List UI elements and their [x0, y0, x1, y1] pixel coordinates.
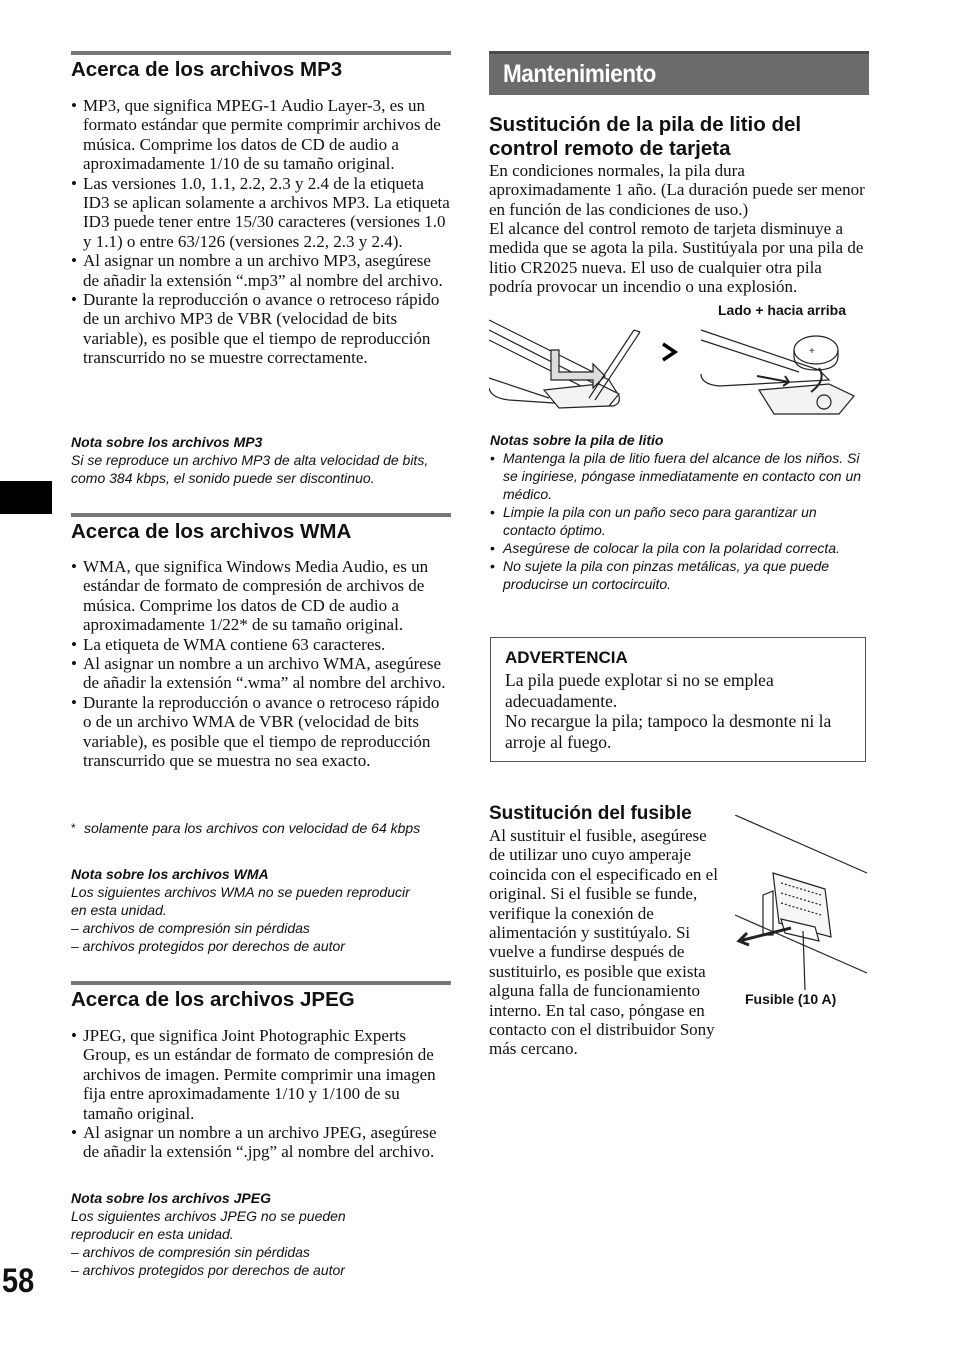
note-line: – archivos protegidos por derechos de autor	[71, 1262, 345, 1278]
mp3-note	[71, 433, 456, 487]
battery-replacement-illustration	[489, 310, 869, 425]
battery-heading: Sustitución de la pila de litio del control remoto de tarjeta	[489, 113, 802, 160]
mp3-bullet-list	[71, 96, 451, 368]
mp3-heading: Acerca de los archivos MP3	[71, 58, 343, 81]
fuse-label: Fusible (10 A)	[745, 991, 837, 1007]
list-item: • No sujete la pila con pinzas metálicas, ya que puede producirse un cortocircuito.	[490, 557, 870, 593]
note-line: Los siguientes archivos WMA no se pueden reproducir en esta unidad.	[71, 884, 410, 918]
note-text: Si se reproduce un archivo MP3 de alta velocidad de bits, como 384 kbps, el sonido puede ser discontinuo.	[71, 452, 429, 486]
battery-paragraph-2: El alcance del control remoto de tarjeta disminuye a medida que se agota la pila. Sustitúyala por una pila de litio CR2025 nueva. El uso de cualquier otra pila podría provocar un incendio o una explosión.	[489, 219, 864, 297]
fuse-illustration	[735, 815, 869, 990]
arrow-right-icon	[663, 344, 675, 360]
maintenance-title: Mantenimiento	[503, 60, 656, 88]
footnote-text: solamente para los archivos con velocidad de 64 kbps	[84, 820, 421, 836]
list-item: • WMA, que significa Windows Media Audio, es un estándar de formato de compresión de archivos de música. Comprime los datos de CD de audio a aproximadamente 1/22* de su tamaño original.	[71, 557, 451, 635]
fuse-paragraph: Al sustituir el fusible, asegúrese de utilizar uno cuyo amperaje coincida con el especificado en el original. Si el fusible se funde, verifique la conexión de alimentación y sustitúyalo. Si vuelve a fundirse después de sustituirlo, es posible que exista alguna falla de funcionamiento interno. En tal caso, póngase en contacto con el distribuidor Sony más cercano.	[489, 826, 718, 1059]
list-item: • Al asignar un nombre a un archivo JPEG, asegúrese de añadir la extensión “.jpg” al nombre del archivo.	[71, 1123, 451, 1162]
warning-title: ADVERTENCIA	[505, 648, 628, 667]
section-rule	[71, 513, 451, 517]
jpeg-bullet-list	[71, 1026, 451, 1162]
fuse-heading: Sustitución del fusible	[489, 803, 692, 824]
section-rule	[71, 981, 451, 985]
list-item: • Mantenga la pila de litio fuera del alcance de los niños. Si se ingiriese, póngase inmediatamente en contacto con un médico.	[490, 449, 870, 503]
list-item: • MP3, que significa MPEG-1 Audio Layer-3, es un formato estándar que permite comprimir archivos de música. Comprime los datos de CD de audio a aproximadamente 1/10 de su tamaño original.	[71, 96, 451, 174]
warning-text	[505, 670, 855, 752]
list-item: • La etiqueta de WMA contiene 63 caracteres.	[71, 635, 451, 654]
list-item: • Limpie la pila con un paño seco para garantizar un contacto óptimo.	[490, 503, 870, 539]
note-title: Nota sobre los archivos WMA	[71, 866, 269, 882]
warning-box	[490, 637, 866, 762]
jpeg-heading: Acerca de los archivos JPEG	[71, 988, 355, 1011]
warning-line: La pila puede explotar si no se emplea adecuadamente.	[505, 670, 774, 711]
wma-heading: Acerca de los archivos WMA	[71, 520, 352, 543]
warning-line: No recargue la pila; tampoco la desmonte ni la arroje al fuego.	[505, 711, 832, 752]
jpeg-note	[71, 1189, 411, 1279]
list-item: • Al asignar un nombre a un archivo MP3, asegúrese de añadir la extensión “.mp3” al nombre del archivo.	[71, 251, 451, 290]
list-item: • Asegúrese de colocar la pila con la polaridad correcta.	[490, 539, 870, 557]
note-title: Nota sobre los archivos MP3	[71, 434, 263, 450]
section-tab-marker	[0, 481, 52, 514]
wma-note	[71, 865, 411, 955]
note-line: Los siguientes archivos JPEG no se pueden reproducir en esta unidad.	[71, 1208, 346, 1242]
list-item: • Las versiones 1.0, 1.1, 2.2, 2.3 y 2.4 de la etiqueta ID3 se aplican solamente a archivos MP3. La etiqueta ID3 puede tener entre 15/30 caracteres (versiones 1.0 y 1.1) o entre 63/126 (versiones 2.2, 2.3 y 2.4).	[71, 174, 451, 252]
wma-bullet-list	[71, 557, 451, 770]
list-item: • Al asignar un nombre a un archivo WMA, asegúrese de añadir la extensión “.wma” al nombre del archivo.	[71, 654, 451, 693]
list-item: • Durante la reproducción o avance o retroceso rápido o de un archivo WMA de VBR (velocidad de bits variable), es posible que el tiempo de reproducción transcurrido que se muestra no sea exacto.	[71, 693, 451, 771]
footnote-mark: *	[71, 821, 76, 835]
list-item: • JPEG, que significa Joint Photographic Experts Group, es un estándar de formato de compresión de archivos de imagen. Permite comprimir una imagen fija entre aproximadamente 1/10 y 1/100 de su tamaño original.	[71, 1026, 451, 1123]
battery-figure-label: Lado + hacia arriba	[718, 302, 846, 318]
note-line: – archivos protegidos por derechos de autor	[71, 938, 345, 954]
wma-footnote	[71, 819, 421, 837]
note-line: – archivos de compresión sin pérdidas	[71, 1244, 310, 1260]
note-line: – archivos de compresión sin pérdidas	[71, 920, 310, 936]
note-title: Notas sobre la pila de litio	[490, 432, 664, 448]
svg-text:+: +	[809, 346, 815, 357]
list-item: • Durante la reproducción o avance o retroceso rápido de un archivo MP3 de VBR (velocidad de bits variable), es posible que el tiempo de reproducción transcurrido no se muestre correctamente.	[71, 290, 451, 368]
battery-notes	[490, 431, 870, 593]
section-rule	[71, 51, 451, 55]
note-title: Nota sobre los archivos JPEG	[71, 1190, 271, 1206]
page-number: 58	[2, 1262, 35, 1300]
maintenance-banner	[489, 51, 869, 95]
battery-notes-list	[490, 449, 870, 593]
battery-paragraph-1: En condiciones normales, la pila dura aproximadamente 1 año. (La duración puede ser menor en función de las condiciones de uso.)	[489, 161, 865, 219]
